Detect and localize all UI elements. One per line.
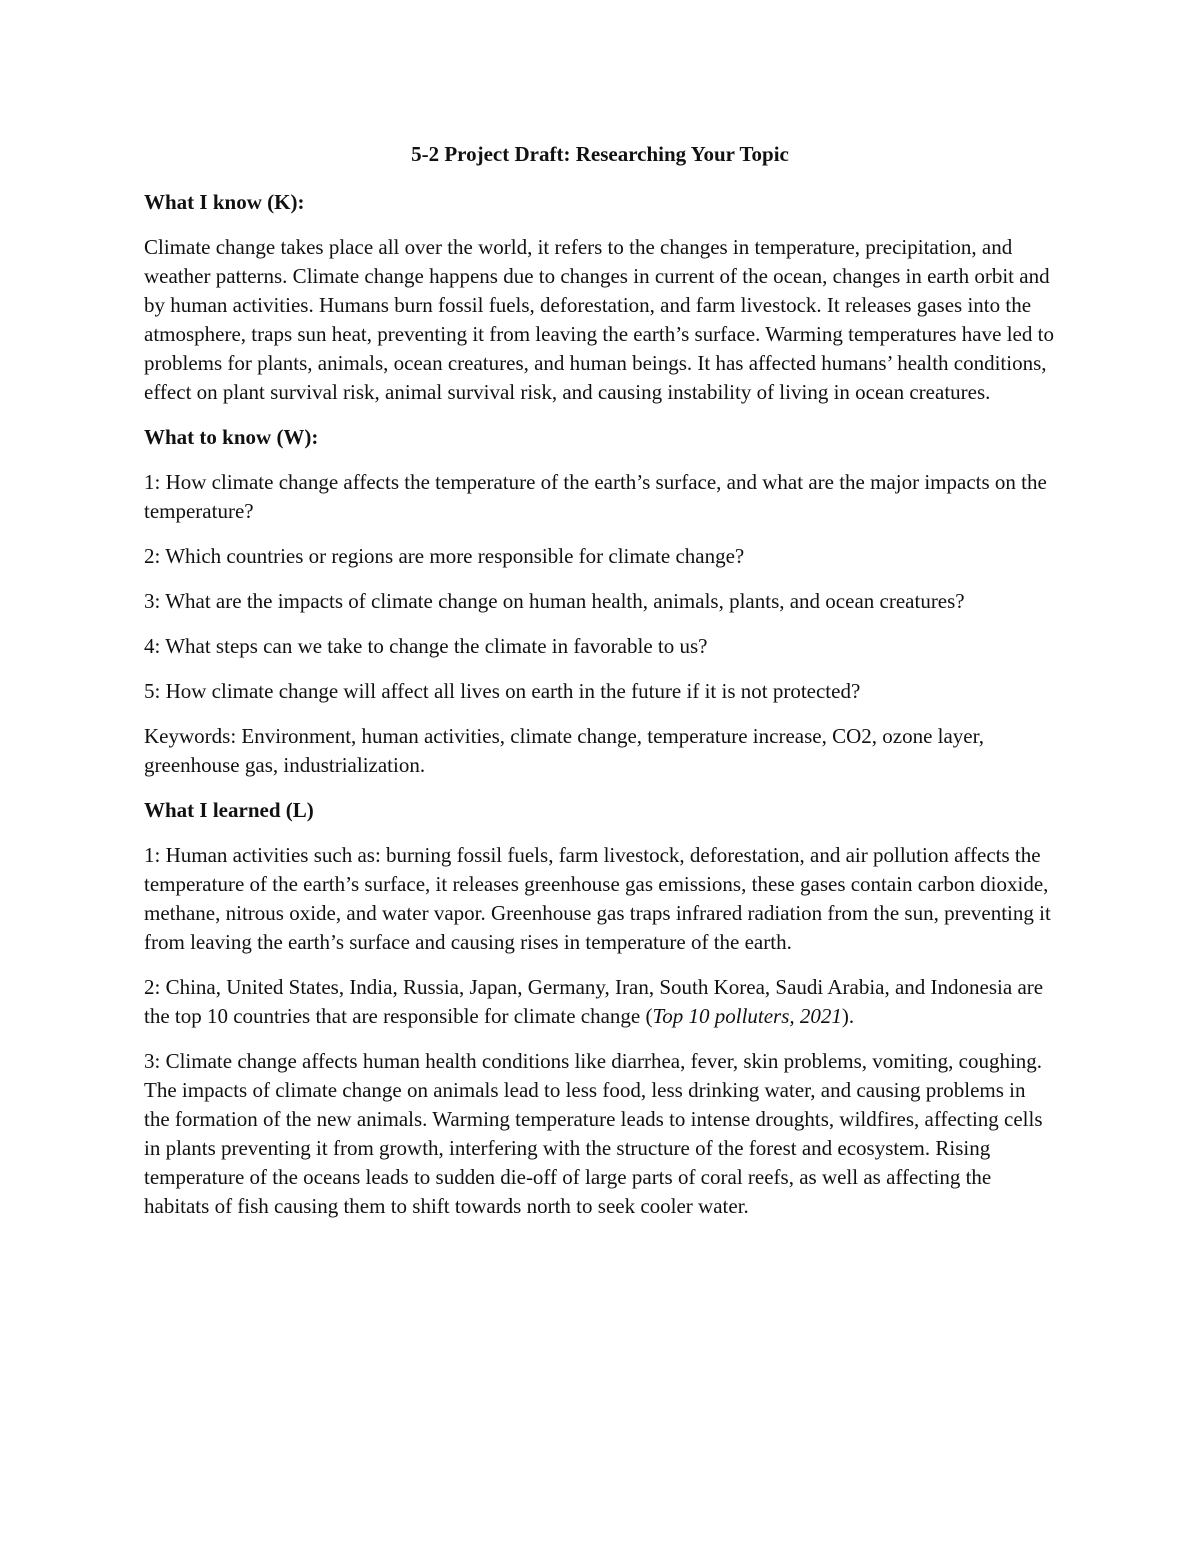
keywords-paragraph: Keywords: Environment, human activities, climate change, temperature increase, CO2, ozone layer, greenhouse gas, industrialization. <box>144 724 985 777</box>
question-4: 4: What steps can we take to change the climate in favorable to us? <box>144 634 708 658</box>
know-paragraph: Climate change takes place all over the world, it refers to the changes in temperature, precipitation, and weather patterns. Climate change happens due to changes in current of the ocean, changes in earth orbit and by human activities. Humans burn fossil fuels, deforestation, and farm livestock. It releases gases into the atmosphere, traps sun heat, preventing it from leaving the earth’s surface. Warming temperatures have led to problems for plants, animals, ocean creatures, and human beings. It has affected humans’ health conditions, effect on plant survival risk, animal survival risk, and causing instability of living in ocean creatures. <box>144 235 1054 404</box>
know-heading: What I know (K): <box>144 190 305 214</box>
answer-1: 1: Human activities such as: burning fossil fuels, farm livestock, deforestation, and air pollution affects the temperature of the earth’s surface, it releases greenhouse gas emissions, these gases contain carbon dioxide, methane, nitrous oxide, and water vapor. Greenhouse gas traps infrared radiation from the sun, preventing it from leaving the earth’s surface and causing rises in temperature of the earth. <box>144 843 1051 954</box>
answer-2-end: ). <box>841 1004 855 1028</box>
document-title: 5-2 Project Draft: Researching Your Topic <box>411 142 789 166</box>
question-3: 3: What are the impacts of climate change on human health, animals, plants, and ocean creatures? <box>144 589 965 613</box>
answer-2-text: 2: China, United States, India, Russia, Japan, Germany, Iran, South Korea, Saudi Arabia, and Indonesia are the top 10 countries that are responsible for climate change ( <box>144 975 1044 1028</box>
question-1: 1: How climate change affects the temperature of the earth’s surface, and what are the major impacts on the temperature? <box>144 470 1047 523</box>
answer-2-citation: Top 10 polluters, 2021 <box>652 1004 842 1028</box>
answer-2 <box>144 973 1056 1031</box>
want-heading: What to know (W): <box>144 425 319 449</box>
learned-heading: What I learned (L) <box>144 798 314 822</box>
answer-3: 3: Climate change affects human health conditions like diarrhea, fever, skin problems, vomiting, coughing. The impacts of climate change on animals lead to less food, less drinking water, and causing problems in the formation of the new animals. Warming temperature leads to intense droughts, wildfires, affecting cells in plants preventing it from growth, interfering with the structure of the forest and ecosystem. Rising temperature of the oceans leads to sudden die-off of large parts of coral reefs, as well as affecting the habitats of fish causing them to shift towards north to seek cooler water. <box>144 1049 1043 1218</box>
question-2: 2: Which countries or regions are more responsible for climate change? <box>144 544 745 568</box>
question-5: 5: How climate change will affect all lives on earth in the future if it is not protected? <box>144 679 861 703</box>
